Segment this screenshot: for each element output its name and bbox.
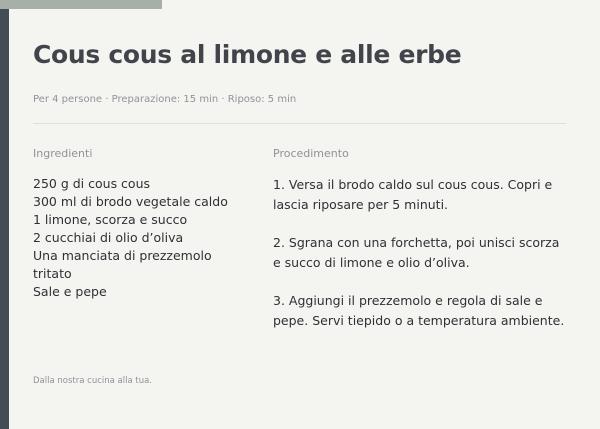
ingredient-item: 250 g di cous cous [33,176,151,191]
ingredients-heading: Ingredienti [33,147,93,160]
left-accent-bar [0,0,9,429]
ingredient-item: 300 ml di brodo vegetale caldo [33,194,228,209]
procedure-step: 3. Aggiungi il prezzemolo e regola di sale e pepe. Servi tiepido o a temperatura ambiente. [273,293,565,328]
procedure-steps [273,175,568,349]
ingredients-list [33,175,248,301]
divider [33,123,566,124]
procedure-step: 2. Sgrana con una forchetta, poi unisci scorza e succo di limone e olio d’oliva. [273,235,560,270]
recipe-title: Cous cous al limone e alle erbe [33,40,462,69]
procedure-step: 1. Versa il brodo caldo sul cous cous. Copri e lascia riposare per 5 minuti. [273,177,553,212]
ingredient-item: 1 limone, scorza e succo [33,212,188,227]
ingredient-item: Sale e pepe [33,284,107,299]
ingredient-item: 2 cucchiai di olio d’oliva [33,230,184,245]
ingredient-item: Una manciata di prezzemolo tritato [33,248,212,281]
recipe-meta: Per 4 persone · Preparazione: 15 min · Riposo: 5 min [33,94,297,105]
top-accent-bar [0,0,162,9]
footer-note: Dalla nostra cucina alla tua. [33,376,153,386]
procedure-heading: Procedimento [273,147,349,160]
